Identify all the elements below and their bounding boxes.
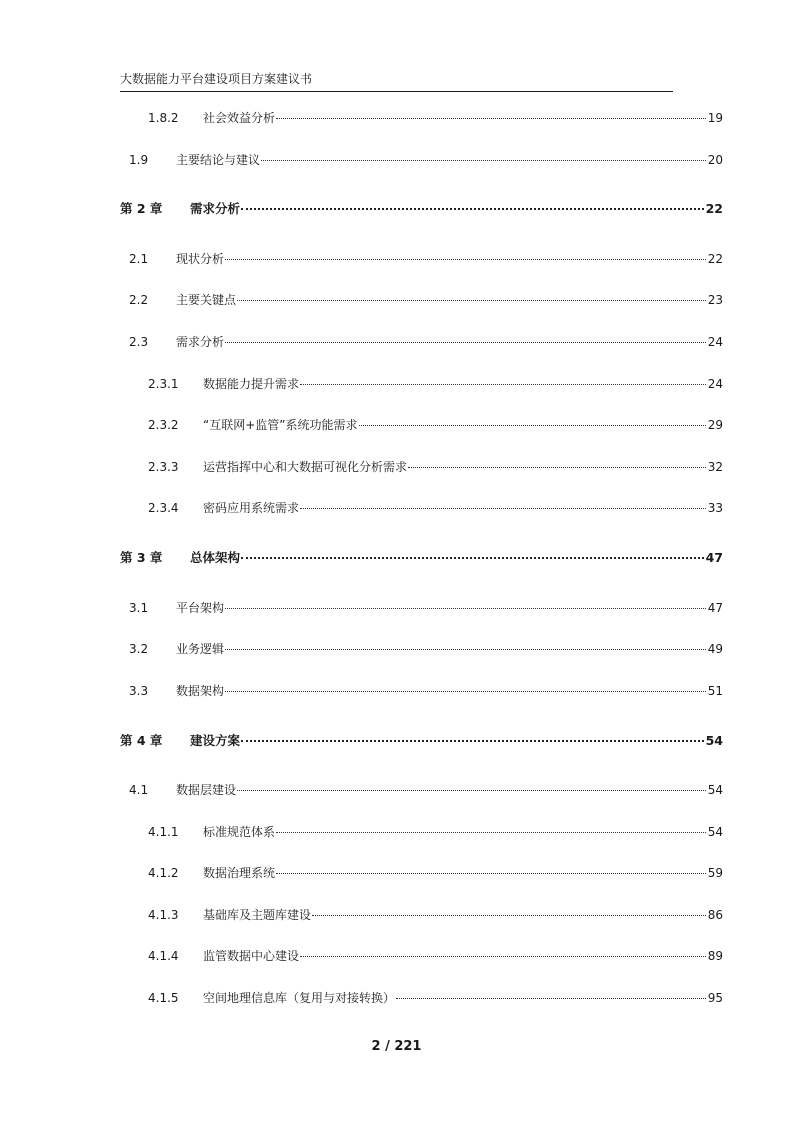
- toc-entry-number: 第 2 章: [120, 201, 163, 216]
- toc-entry-title: 密码应用系统需求: [203, 501, 300, 515]
- toc-entry-number: 2.1: [129, 252, 149, 266]
- toc-entry-page: 54: [707, 783, 723, 797]
- toc-entry-title: 需求分析: [176, 335, 225, 349]
- toc-entry-page: 33: [707, 501, 723, 515]
- toc-entry-page: 54: [705, 733, 723, 748]
- toc-entry[interactable]: [148, 417, 723, 433]
- toc-entry[interactable]: [148, 110, 723, 126]
- toc-entry-page: 22: [705, 201, 723, 216]
- toc-entry-number: 1.9: [129, 153, 149, 167]
- dot-leader: [408, 467, 706, 468]
- toc-entry-number: 4.1.2: [148, 866, 179, 880]
- dot-leader: [276, 873, 706, 874]
- toc-entry[interactable]: [120, 733, 723, 749]
- toc-entry-page: 32: [707, 460, 723, 474]
- toc-entry-page: 86: [707, 908, 723, 922]
- toc-entry-title: 建设方案: [190, 733, 241, 748]
- toc-entry-number: 4.1.3: [148, 908, 179, 922]
- toc-entry-page: 23: [707, 293, 723, 307]
- toc-entry-title: 数据架构: [176, 684, 225, 698]
- dot-leader: [241, 557, 704, 559]
- toc-entry[interactable]: [148, 824, 723, 840]
- toc-entry-title: 数据治理系统: [203, 866, 276, 880]
- toc-entry-title: 总体架构: [190, 550, 241, 565]
- toc-entry-title: 平台架构: [176, 601, 225, 615]
- document-title: 大数据能力平台建设项目方案建议书: [120, 72, 313, 86]
- toc-entry[interactable]: [148, 500, 723, 516]
- toc-entry-title: 数据能力提升需求: [203, 377, 300, 391]
- toc-entry[interactable]: [148, 459, 723, 475]
- toc-entry-page: 20: [707, 153, 723, 167]
- toc-entry-number: 4.1.4: [148, 949, 179, 963]
- toc-entry-page: 89: [707, 949, 723, 963]
- toc-entry-page: 24: [707, 377, 723, 391]
- toc-entry-title: 需求分析: [190, 201, 241, 216]
- toc-entry-page: 47: [707, 601, 723, 615]
- toc-entry-page: 54: [707, 825, 723, 839]
- toc-entry[interactable]: [148, 948, 723, 964]
- running-header: [120, 71, 673, 92]
- toc-entry-page: 29: [707, 418, 723, 432]
- toc-entry-number: 第 3 章: [120, 550, 163, 565]
- toc-entry-page: 49: [707, 642, 723, 656]
- dot-leader: [312, 915, 706, 916]
- toc-entry-number: 4.1.5: [148, 991, 179, 1005]
- dot-leader: [225, 342, 706, 343]
- toc-entry-number: 2.3.2: [148, 418, 179, 432]
- dot-leader: [300, 384, 706, 385]
- toc-entry-title: 监管数据中心建设: [203, 949, 300, 963]
- toc-entry[interactable]: [148, 907, 723, 923]
- dot-leader: [237, 790, 706, 791]
- dot-leader: [225, 649, 706, 650]
- toc-entry-title: 主要结论与建议: [176, 153, 261, 167]
- toc-entry-number: 2.3.3: [148, 460, 179, 474]
- toc-entry-page: 22: [707, 252, 723, 266]
- toc-entry[interactable]: [129, 782, 723, 798]
- toc-entry-page: 59: [707, 866, 723, 880]
- dot-leader: [261, 160, 706, 161]
- toc-entry[interactable]: [129, 152, 723, 168]
- dot-leader: [237, 300, 706, 301]
- dot-leader: [276, 118, 706, 119]
- dot-leader: [241, 208, 704, 210]
- toc-entry-title: 基础库及主题库建设: [203, 908, 312, 922]
- toc-entry-number: 2.2: [129, 293, 149, 307]
- page-number: 2 / 221: [371, 1039, 422, 1054]
- toc-entry[interactable]: [129, 251, 723, 267]
- toc-entry-page: 47: [705, 550, 723, 565]
- dot-leader: [396, 998, 706, 999]
- toc-entry[interactable]: [120, 550, 723, 566]
- toc-entry-number: 3.1: [129, 601, 149, 615]
- dot-leader: [225, 691, 706, 692]
- toc-entry-number: 4.1: [129, 783, 149, 797]
- toc-entry[interactable]: [120, 201, 723, 217]
- dot-leader: [300, 508, 706, 509]
- toc-entry-title: 社会效益分析: [203, 111, 276, 125]
- toc-entry-number: 2.3.1: [148, 377, 179, 391]
- toc-entry-number: 2.3.4: [148, 501, 179, 515]
- toc-entry-title: 主要关键点: [176, 293, 237, 307]
- toc-entry-title: 现状分析: [176, 252, 225, 266]
- toc-entry-title: 标准规范体系: [203, 825, 276, 839]
- toc-entry[interactable]: [148, 990, 723, 1006]
- toc-entry[interactable]: [129, 641, 723, 657]
- toc-entry[interactable]: [148, 865, 723, 881]
- toc-entry-title: 空间地理信息库（复用与对接转换）: [203, 991, 396, 1005]
- toc-entry-title: 数据层建设: [176, 783, 237, 797]
- toc-entry-page: 51: [707, 684, 723, 698]
- dot-leader: [225, 259, 706, 260]
- toc-entry[interactable]: [129, 683, 723, 699]
- toc-entry-page: 24: [707, 335, 723, 349]
- toc-entry[interactable]: [129, 334, 723, 350]
- toc-entry[interactable]: [129, 292, 723, 308]
- dot-leader: [359, 425, 706, 426]
- toc-entry-number: 第 4 章: [120, 733, 163, 748]
- toc-entry[interactable]: [129, 600, 723, 616]
- toc-entry-title: 业务逻辑: [176, 642, 225, 656]
- toc-entry-page: 19: [707, 111, 723, 125]
- toc-entry-title: “互联网+监管”系统功能需求: [203, 418, 358, 432]
- dot-leader: [225, 608, 706, 609]
- dot-leader: [276, 832, 706, 833]
- toc-entry-number: 1.8.2: [148, 111, 179, 125]
- toc-entry-number: 2.3: [129, 335, 149, 349]
- toc-entry-number: 3.3: [129, 684, 149, 698]
- dot-leader: [300, 956, 706, 957]
- toc-entry-number: 3.2: [129, 642, 149, 656]
- toc-entry[interactable]: [148, 376, 723, 392]
- toc-entry-title: 运营指挥中心和大数据可视化分析需求: [203, 460, 408, 474]
- toc-entry-page: 95: [707, 991, 723, 1005]
- toc-entry-number: 4.1.1: [148, 825, 179, 839]
- dot-leader: [241, 740, 704, 742]
